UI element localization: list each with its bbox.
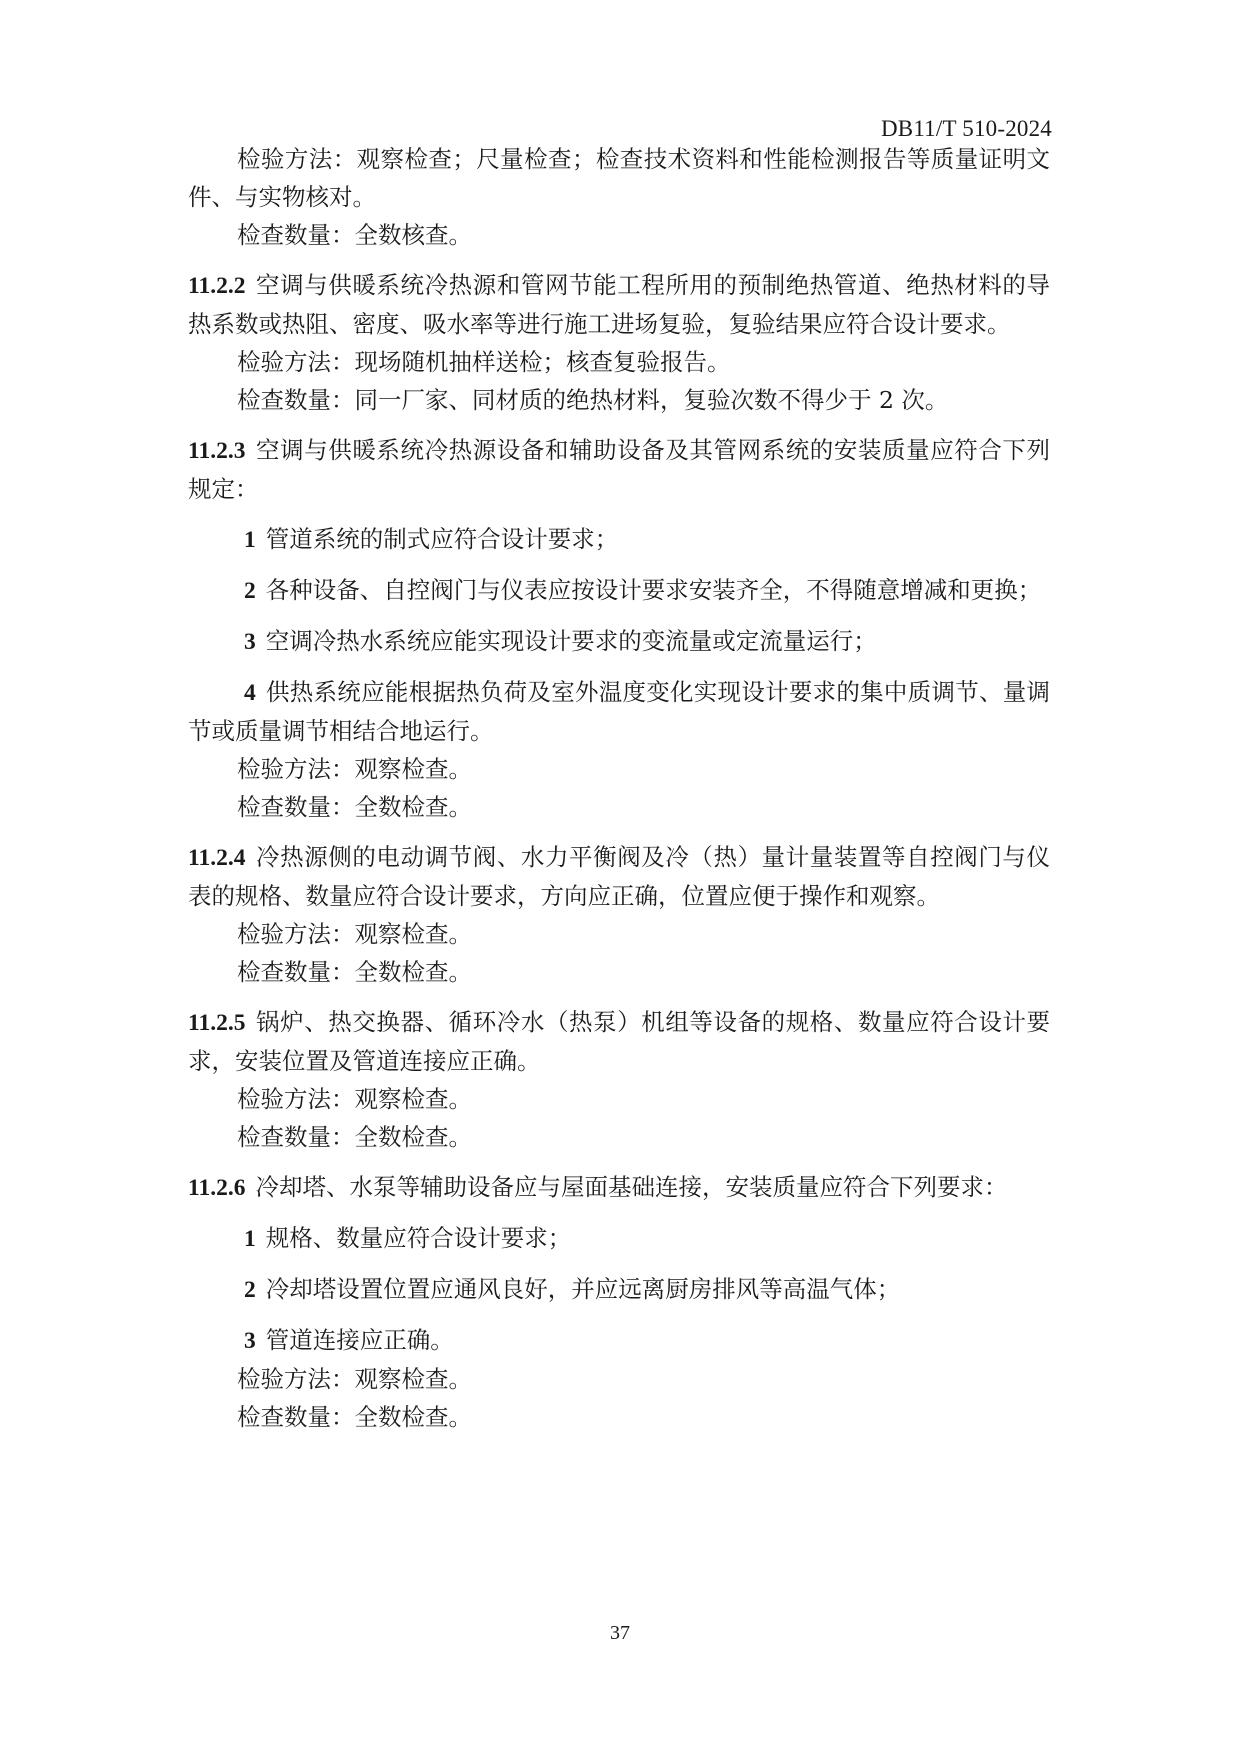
item-text: 冷却塔设置位置应通风良好，并应远离厨房排风等高温气体； (265, 1275, 901, 1303)
list-item (188, 1219, 1050, 1258)
body-paragraph: 检查数量：同一厂家、同材质的绝热材料，复验次数不得少于 2 次。 (237, 386, 949, 414)
clause-paragraph (188, 838, 1050, 915)
list-item (188, 1270, 1050, 1309)
clause-paragraph (188, 431, 1050, 508)
clause-paragraph (188, 1003, 1050, 1080)
clause-number: 11.2.2 (188, 273, 246, 299)
item-text: 规格、数量应符合设计要求； (265, 1224, 572, 1252)
body-paragraph: 检验方法：现场随机抽样送检；核查复验报告。 (237, 348, 731, 376)
item-text: 管道连接应正确。 (265, 1326, 454, 1354)
item-number: 3 (244, 1328, 256, 1354)
clause-number: 11.2.3 (188, 438, 246, 464)
clause-paragraph (188, 1168, 1050, 1207)
page-number: 37 (610, 1622, 630, 1644)
item-number: 3 (244, 629, 256, 655)
clause-paragraph (188, 266, 1050, 343)
body-paragraph: 检验方法：观察检查。 (237, 1085, 472, 1113)
clause-number: 11.2.4 (188, 845, 246, 871)
body-paragraph: 检查数量：全数检查。 (237, 1403, 472, 1431)
item-number: 1 (244, 527, 256, 553)
body-paragraph: 检查数量：全数检查。 (237, 1123, 472, 1151)
clause-text: 冷热源侧的电动调节阀、水力平衡阀及冷（热）量计量装置等自控阀门与仪表的规格、数量应符合设计要求，方向应正确，位置应便于操作和观察。 (188, 843, 1050, 910)
clause-text: 锅炉、热交换器、循环冷水（热泵）机组等设备的规格、数量应符合设计要求，安装位置及管道连接应正确。 (188, 1008, 1050, 1075)
list-item (188, 1321, 1050, 1360)
body-paragraph: 检查数量：全数检查。 (237, 793, 472, 821)
document-code: DB11/T 510-2024 (880, 116, 1052, 141)
clause-number: 11.2.5 (188, 1010, 246, 1036)
page-content (188, 140, 1050, 1436)
body-paragraph: 检验方法：观察检查；尺量检查；检查技术资料和性能检测报告等质量证明文件、与实物核对。 (188, 145, 1050, 211)
body-paragraph: 检验方法：观察检查。 (237, 1365, 472, 1393)
body-paragraph: 检查数量：全数检查。 (237, 958, 472, 986)
list-item (188, 571, 1050, 610)
body-paragraph: 检验方法：观察检查。 (237, 755, 472, 783)
item-text: 空调冷热水系统应能实现设计要求的变流量或定流量运行； (265, 627, 877, 655)
clause-text: 冷却塔、水泵等辅助设备应与屋面基础连接，安装质量应符合下列要求： (255, 1173, 1008, 1201)
clause-text: 空调与供暖系统冷热源和管网节能工程所用的预制绝热管道、绝热材料的导热系数或热阻、密度、吸水率等进行施工进场复验，复验结果应符合设计要求。 (188, 271, 1050, 338)
item-number: 2 (244, 578, 256, 604)
clause-number: 11.2.6 (188, 1175, 246, 1201)
item-number: 2 (244, 1277, 256, 1303)
clause-text: 空调与供暖系统冷热源设备和辅助设备及其管网系统的安装质量应符合下列规定： (188, 436, 1050, 503)
item-text: 管道系统的制式应符合设计要求； (265, 525, 619, 553)
item-text: 各种设备、自控阀门与仪表应按设计要求安装齐全，不得随意增减和更换； (265, 576, 1042, 604)
list-item (188, 622, 1050, 661)
item-number: 4 (244, 680, 256, 706)
list-item (188, 673, 1050, 750)
body-paragraph: 检验方法：观察检查。 (237, 920, 472, 948)
item-text: 供热系统应能根据热负荷及室外温度变化实现设计要求的集中质调节、量调节或质量调节相结合地运行。 (188, 678, 1050, 745)
item-number: 1 (244, 1226, 256, 1252)
body-paragraph: 检查数量：全数核查。 (237, 221, 472, 249)
list-item (188, 520, 1050, 559)
